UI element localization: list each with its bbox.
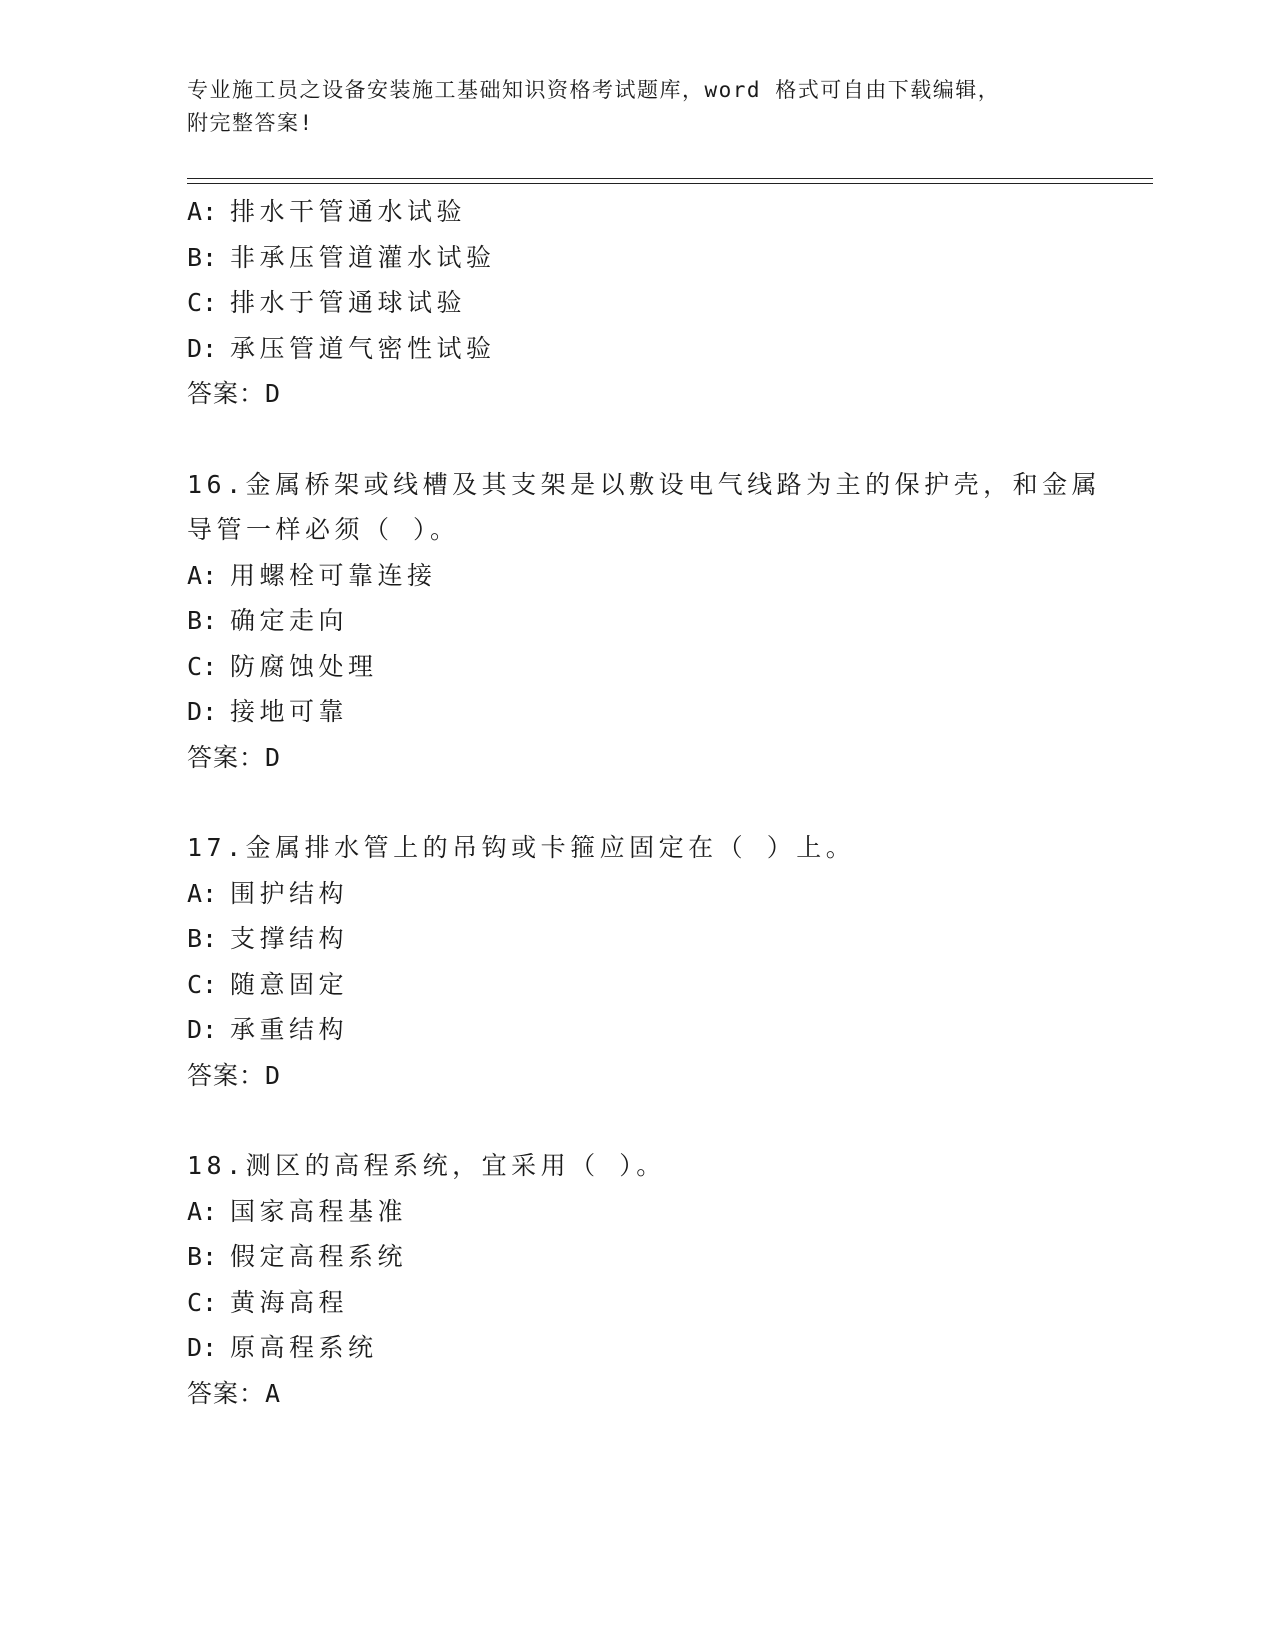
option-d <box>187 326 1087 372</box>
option-b <box>187 1234 1087 1280</box>
answer-line: 答案：D <box>187 742 282 772</box>
option-a <box>187 189 1087 235</box>
option-text: 防腐蚀处理 <box>230 651 378 681</box>
option-text: 用螺栓可靠连接 <box>230 560 437 590</box>
option-text: 承压管道气密性试验 <box>230 333 496 363</box>
option-letter: A: <box>187 560 218 590</box>
answer-line: 答案：D <box>187 1060 282 1090</box>
option-b <box>187 916 1087 962</box>
document-header <box>187 74 1087 140</box>
option-letter: D: <box>187 1015 218 1044</box>
header-line-2: 附完整答案! <box>187 111 314 135</box>
option-d <box>187 1007 1087 1053</box>
question-17 <box>187 825 1087 1098</box>
question-stem: 导管一样必须（ ）。 <box>187 515 460 544</box>
option-text: 国家高程基准 <box>230 1196 408 1226</box>
option-d <box>187 689 1087 735</box>
option-text: 围护结构 <box>230 878 349 908</box>
option-b <box>187 235 1087 281</box>
question-15-continued <box>187 189 1087 417</box>
option-text: 随意固定 <box>230 969 349 999</box>
option-letter: A: <box>187 878 218 908</box>
option-text: 接地可靠 <box>230 697 349 726</box>
option-a <box>187 871 1087 917</box>
option-d <box>187 1325 1087 1371</box>
option-c <box>187 280 1087 326</box>
option-letter: D: <box>187 697 218 726</box>
option-letter: A: <box>187 197 218 226</box>
option-letter: C: <box>187 288 218 317</box>
answer-line: 答案：D <box>187 379 282 408</box>
option-letter: D: <box>187 333 218 363</box>
option-letter: B: <box>187 242 218 272</box>
question-stem: 17.金属排水管上的吊钩或卡箍应固定在（ ）上。 <box>187 833 856 862</box>
question-18 <box>187 1143 1087 1416</box>
option-text: 假定高程系统 <box>230 1242 408 1271</box>
option-b <box>187 598 1087 644</box>
option-text: 排水于管通球试验 <box>230 288 467 317</box>
option-a <box>187 553 1087 599</box>
option-c <box>187 644 1087 690</box>
option-letter: B: <box>187 606 218 635</box>
header-line-1: 专业施工员之设备安装施工基础知识资格考试题库，word 格式可自由下载编辑， <box>187 78 1001 102</box>
option-text: 黄海高程 <box>230 1287 349 1317</box>
header-divider-top <box>187 178 1153 179</box>
option-text: 原高程系统 <box>230 1333 378 1362</box>
option-letter: B: <box>187 924 218 953</box>
question-16 <box>187 462 1102 781</box>
header-divider-bottom <box>187 183 1153 184</box>
question-stem: 18.测区的高程系统，宜采用（ ）。 <box>187 1151 666 1180</box>
option-letter: D: <box>187 1333 218 1362</box>
option-text: 非承压管道灌水试验 <box>230 242 496 272</box>
option-text: 确定走向 <box>230 606 349 635</box>
document-body <box>187 189 1102 1416</box>
answer-line: 答案：A <box>187 1378 282 1408</box>
option-c <box>187 962 1087 1008</box>
option-letter: A: <box>187 1196 218 1226</box>
option-letter: B: <box>187 1242 218 1271</box>
option-letter: C: <box>187 651 218 681</box>
option-letter: C: <box>187 1287 218 1317</box>
option-c <box>187 1280 1087 1326</box>
option-text: 排水干管通水试验 <box>230 197 467 226</box>
option-text: 支撑结构 <box>230 924 349 953</box>
question-stem: 16.金属桥架或线槽及其支架是以敷设电气线路为主的保护壳，和金属 <box>187 469 1102 499</box>
option-letter: C: <box>187 969 218 999</box>
option-text: 承重结构 <box>230 1015 349 1044</box>
option-a <box>187 1189 1087 1235</box>
